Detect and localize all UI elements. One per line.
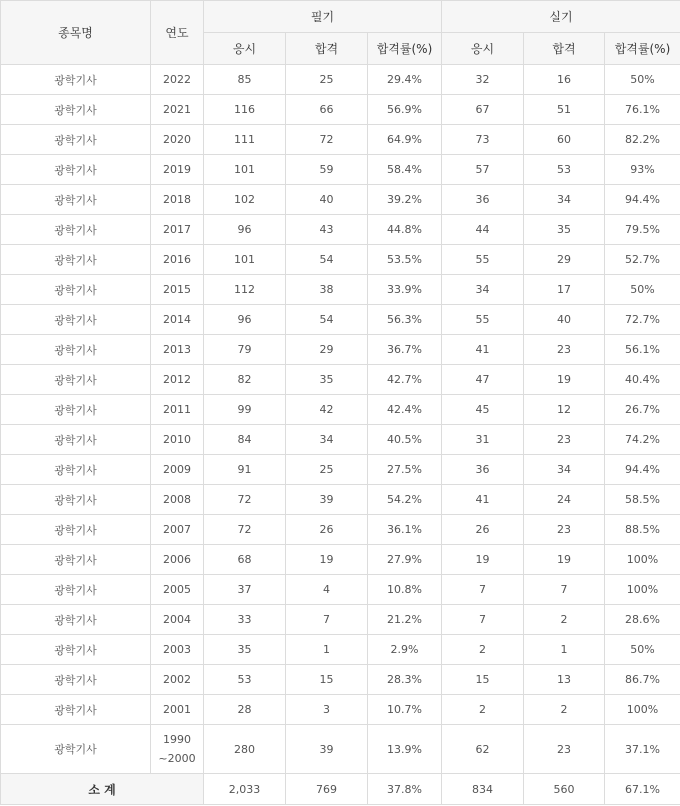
cell-practical-rate: 94.4% <box>605 185 680 215</box>
cell-practical-passed: 23 <box>524 335 605 365</box>
cell-written-rate: 2.9% <box>368 635 442 665</box>
table-row <box>1 395 680 425</box>
table-row <box>1 635 680 665</box>
cell-written-rate: 54.2% <box>368 485 442 515</box>
cell-practical-passed: 53 <box>524 155 605 185</box>
cell-written-rate: 27.5% <box>368 455 442 485</box>
cell-written-passed: 3 <box>286 695 368 725</box>
cell-subject: 광학기사 <box>1 665 151 695</box>
cell-subject: 광학기사 <box>1 425 151 455</box>
table-row <box>1 335 680 365</box>
table-row <box>1 695 680 725</box>
cell-year: 2009 <box>151 455 204 485</box>
cell-written-applied: 37 <box>204 575 286 605</box>
cell-written-passed: 25 <box>286 65 368 95</box>
cell-written-applied: 112 <box>204 275 286 305</box>
header-practical-applied: 응시 <box>442 33 524 65</box>
cell-year: 2010 <box>151 425 204 455</box>
cell-written-passed: 42 <box>286 395 368 425</box>
cell-subject: 광학기사 <box>1 335 151 365</box>
table-row <box>1 545 680 575</box>
cell-written-rate: 58.4% <box>368 155 442 185</box>
cell-practical-rate: 100% <box>605 575 680 605</box>
cell-subject: 광학기사 <box>1 605 151 635</box>
cell-written-passed: 34 <box>286 425 368 455</box>
table-row <box>1 425 680 455</box>
header-written-passed: 합격 <box>286 33 368 65</box>
cell-written-rate: 10.8% <box>368 575 442 605</box>
cell-practical-rate: 56.1% <box>605 335 680 365</box>
table-row <box>1 245 680 275</box>
cell-year: 1990 ~2000 <box>151 725 204 774</box>
cell-practical-rate: 88.5% <box>605 515 680 545</box>
total-practical-passed: 560 <box>524 774 605 805</box>
cell-practical-applied: 62 <box>442 725 524 774</box>
cell-practical-applied: 41 <box>442 485 524 515</box>
cell-practical-passed: 23 <box>524 725 605 774</box>
table-row <box>1 215 680 245</box>
cell-written-passed: 7 <box>286 605 368 635</box>
cell-year: 2020 <box>151 125 204 155</box>
cell-subject: 광학기사 <box>1 545 151 575</box>
cell-written-rate: 39.2% <box>368 185 442 215</box>
cell-written-passed: 15 <box>286 665 368 695</box>
cell-written-applied: 79 <box>204 335 286 365</box>
cell-subject: 광학기사 <box>1 485 151 515</box>
cell-practical-applied: 2 <box>442 695 524 725</box>
cell-year: 2021 <box>151 95 204 125</box>
table-row <box>1 515 680 545</box>
cell-written-applied: 91 <box>204 455 286 485</box>
cell-subject: 광학기사 <box>1 635 151 665</box>
cell-subject: 광학기사 <box>1 395 151 425</box>
table-row <box>1 575 680 605</box>
cell-written-passed: 54 <box>286 305 368 335</box>
cell-year: 2007 <box>151 515 204 545</box>
header-row-top <box>1 1 680 33</box>
cell-practical-passed: 60 <box>524 125 605 155</box>
cell-written-rate: 64.9% <box>368 125 442 155</box>
cell-written-rate: 27.9% <box>368 545 442 575</box>
cell-practical-rate: 52.7% <box>605 245 680 275</box>
table-row <box>1 455 680 485</box>
cell-year: 2003 <box>151 635 204 665</box>
cell-written-passed: 35 <box>286 365 368 395</box>
cell-practical-applied: 57 <box>442 155 524 185</box>
cell-practical-passed: 29 <box>524 245 605 275</box>
cell-subject: 광학기사 <box>1 515 151 545</box>
cell-practical-applied: 41 <box>442 335 524 365</box>
cell-practical-rate: 76.1% <box>605 95 680 125</box>
cell-subject: 광학기사 <box>1 155 151 185</box>
cell-year: 2006 <box>151 545 204 575</box>
cell-practical-rate: 40.4% <box>605 365 680 395</box>
cell-practical-passed: 17 <box>524 275 605 305</box>
cell-written-rate: 21.2% <box>368 605 442 635</box>
cell-written-rate: 13.9% <box>368 725 442 774</box>
header-practical-passed: 합격 <box>524 33 605 65</box>
cell-practical-rate: 100% <box>605 545 680 575</box>
cell-practical-rate: 28.6% <box>605 605 680 635</box>
cell-subject: 광학기사 <box>1 245 151 275</box>
cell-written-applied: 96 <box>204 305 286 335</box>
cell-practical-passed: 35 <box>524 215 605 245</box>
cell-written-rate: 29.4% <box>368 65 442 95</box>
cell-practical-rate: 86.7% <box>605 665 680 695</box>
cell-practical-passed: 12 <box>524 395 605 425</box>
cell-written-passed: 59 <box>286 155 368 185</box>
cell-practical-passed: 13 <box>524 665 605 695</box>
cell-practical-applied: 36 <box>442 185 524 215</box>
cell-written-passed: 43 <box>286 215 368 245</box>
cell-written-applied: 99 <box>204 395 286 425</box>
cell-written-applied: 116 <box>204 95 286 125</box>
cell-practical-applied: 26 <box>442 515 524 545</box>
table-row <box>1 125 680 155</box>
cell-practical-rate: 94.4% <box>605 455 680 485</box>
cell-practical-passed: 7 <box>524 575 605 605</box>
cell-practical-passed: 19 <box>524 365 605 395</box>
cell-practical-applied: 73 <box>442 125 524 155</box>
table-body <box>1 65 680 774</box>
total-label: 소 계 <box>1 774 204 805</box>
table-row <box>1 95 680 125</box>
cell-practical-rate: 74.2% <box>605 425 680 455</box>
cell-written-passed: 29 <box>286 335 368 365</box>
cell-written-applied: 33 <box>204 605 286 635</box>
cell-practical-passed: 34 <box>524 185 605 215</box>
total-written-rate: 37.8% <box>368 774 442 805</box>
header-practical-rate: 합격률(%) <box>605 33 680 65</box>
cell-written-passed: 39 <box>286 485 368 515</box>
cell-practical-rate: 50% <box>605 65 680 95</box>
header-written-rate: 합격률(%) <box>368 33 442 65</box>
cell-written-passed: 54 <box>286 245 368 275</box>
cell-written-applied: 96 <box>204 215 286 245</box>
cell-written-passed: 66 <box>286 95 368 125</box>
table-row <box>1 665 680 695</box>
cell-written-passed: 72 <box>286 125 368 155</box>
cell-written-passed: 4 <box>286 575 368 605</box>
cell-practical-passed: 51 <box>524 95 605 125</box>
cell-written-rate: 56.9% <box>368 95 442 125</box>
cell-year: 2019 <box>151 155 204 185</box>
cell-written-passed: 39 <box>286 725 368 774</box>
table-row <box>1 605 680 635</box>
cell-written-applied: 101 <box>204 155 286 185</box>
cell-practical-applied: 15 <box>442 665 524 695</box>
cell-practical-passed: 34 <box>524 455 605 485</box>
cell-written-applied: 82 <box>204 365 286 395</box>
cell-practical-passed: 16 <box>524 65 605 95</box>
cell-written-applied: 84 <box>204 425 286 455</box>
cell-practical-passed: 23 <box>524 425 605 455</box>
cell-year: 2013 <box>151 335 204 365</box>
header-year: 연도 <box>151 1 204 65</box>
cell-written-rate: 44.8% <box>368 215 442 245</box>
cell-written-rate: 53.5% <box>368 245 442 275</box>
table-row <box>1 365 680 395</box>
cell-written-applied: 28 <box>204 695 286 725</box>
header-written-applied: 응시 <box>204 33 286 65</box>
cell-practical-applied: 45 <box>442 395 524 425</box>
cell-year: 2015 <box>151 275 204 305</box>
cell-practical-passed: 1 <box>524 635 605 665</box>
cell-year: 2018 <box>151 185 204 215</box>
cell-practical-rate: 50% <box>605 275 680 305</box>
cell-year: 2012 <box>151 365 204 395</box>
cell-practical-applied: 44 <box>442 215 524 245</box>
cell-written-rate: 10.7% <box>368 695 442 725</box>
cell-year: 2008 <box>151 485 204 515</box>
cell-year: 2001 <box>151 695 204 725</box>
cell-written-rate: 40.5% <box>368 425 442 455</box>
header-practical: 실기 <box>442 1 680 33</box>
total-practical-applied: 834 <box>442 774 524 805</box>
cell-written-rate: 28.3% <box>368 665 442 695</box>
cell-written-applied: 72 <box>204 515 286 545</box>
cell-written-applied: 68 <box>204 545 286 575</box>
cell-practical-rate: 79.5% <box>605 215 680 245</box>
cell-year: 2022 <box>151 65 204 95</box>
cell-written-passed: 19 <box>286 545 368 575</box>
cell-written-applied: 72 <box>204 485 286 515</box>
cell-written-rate: 42.4% <box>368 395 442 425</box>
cell-written-applied: 53 <box>204 665 286 695</box>
cell-year: 2004 <box>151 605 204 635</box>
cell-subject: 광학기사 <box>1 275 151 305</box>
cell-written-rate: 33.9% <box>368 275 442 305</box>
cell-year: 2002 <box>151 665 204 695</box>
cell-practical-applied: 2 <box>442 635 524 665</box>
header-written: 필기 <box>204 1 442 33</box>
cell-practical-applied: 36 <box>442 455 524 485</box>
cell-written-applied: 280 <box>204 725 286 774</box>
table-row <box>1 185 680 215</box>
cell-written-applied: 85 <box>204 65 286 95</box>
table-row <box>1 305 680 335</box>
cell-practical-applied: 55 <box>442 245 524 275</box>
cell-subject: 광학기사 <box>1 695 151 725</box>
table-row <box>1 65 680 95</box>
cell-practical-applied: 34 <box>442 275 524 305</box>
cell-practical-applied: 67 <box>442 95 524 125</box>
cell-written-applied: 111 <box>204 125 286 155</box>
cell-year: 2011 <box>151 395 204 425</box>
cell-written-rate: 42.7% <box>368 365 442 395</box>
cell-practical-applied: 47 <box>442 365 524 395</box>
table-row <box>1 155 680 185</box>
cell-practical-passed: 24 <box>524 485 605 515</box>
table-row <box>1 485 680 515</box>
cell-written-passed: 26 <box>286 515 368 545</box>
cell-practical-passed: 2 <box>524 695 605 725</box>
cell-year: 2014 <box>151 305 204 335</box>
cell-practical-applied: 31 <box>442 425 524 455</box>
header-subject: 종목명 <box>1 1 151 65</box>
cell-written-applied: 101 <box>204 245 286 275</box>
cell-practical-applied: 7 <box>442 605 524 635</box>
cell-subject: 광학기사 <box>1 305 151 335</box>
cell-practical-rate: 37.1% <box>605 725 680 774</box>
cell-year: 2016 <box>151 245 204 275</box>
cell-written-passed: 25 <box>286 455 368 485</box>
table-row <box>1 275 680 305</box>
cell-subject: 광학기사 <box>1 125 151 155</box>
cell-practical-rate: 72.7% <box>605 305 680 335</box>
total-practical-rate: 67.1% <box>605 774 680 805</box>
cell-subject: 광학기사 <box>1 725 151 774</box>
cell-practical-applied: 7 <box>442 575 524 605</box>
cell-practical-rate: 26.7% <box>605 395 680 425</box>
cell-subject: 광학기사 <box>1 65 151 95</box>
cell-written-applied: 102 <box>204 185 286 215</box>
cell-practical-rate: 100% <box>605 695 680 725</box>
cell-written-passed: 1 <box>286 635 368 665</box>
cell-year: 2005 <box>151 575 204 605</box>
cell-subject: 광학기사 <box>1 215 151 245</box>
cell-practical-rate: 50% <box>605 635 680 665</box>
cell-written-rate: 36.7% <box>368 335 442 365</box>
cell-subject: 광학기사 <box>1 365 151 395</box>
cell-written-rate: 36.1% <box>368 515 442 545</box>
cell-practical-passed: 19 <box>524 545 605 575</box>
cell-written-applied: 35 <box>204 635 286 665</box>
cell-practical-applied: 55 <box>442 305 524 335</box>
cell-practical-rate: 58.5% <box>605 485 680 515</box>
table-row <box>1 725 680 774</box>
cell-subject: 광학기사 <box>1 185 151 215</box>
cell-subject: 광학기사 <box>1 455 151 485</box>
cell-subject: 광학기사 <box>1 95 151 125</box>
cell-practical-passed: 2 <box>524 605 605 635</box>
cell-subject: 광학기사 <box>1 575 151 605</box>
cell-practical-rate: 82.2% <box>605 125 680 155</box>
cell-written-passed: 40 <box>286 185 368 215</box>
cell-practical-rate: 93% <box>605 155 680 185</box>
cell-practical-passed: 40 <box>524 305 605 335</box>
cell-written-passed: 38 <box>286 275 368 305</box>
cell-written-rate: 56.3% <box>368 305 442 335</box>
total-row <box>1 774 680 805</box>
cell-practical-applied: 19 <box>442 545 524 575</box>
cell-practical-applied: 32 <box>442 65 524 95</box>
cell-year: 2017 <box>151 215 204 245</box>
total-written-applied: 2,033 <box>204 774 286 805</box>
total-written-passed: 769 <box>286 774 368 805</box>
cell-practical-passed: 23 <box>524 515 605 545</box>
